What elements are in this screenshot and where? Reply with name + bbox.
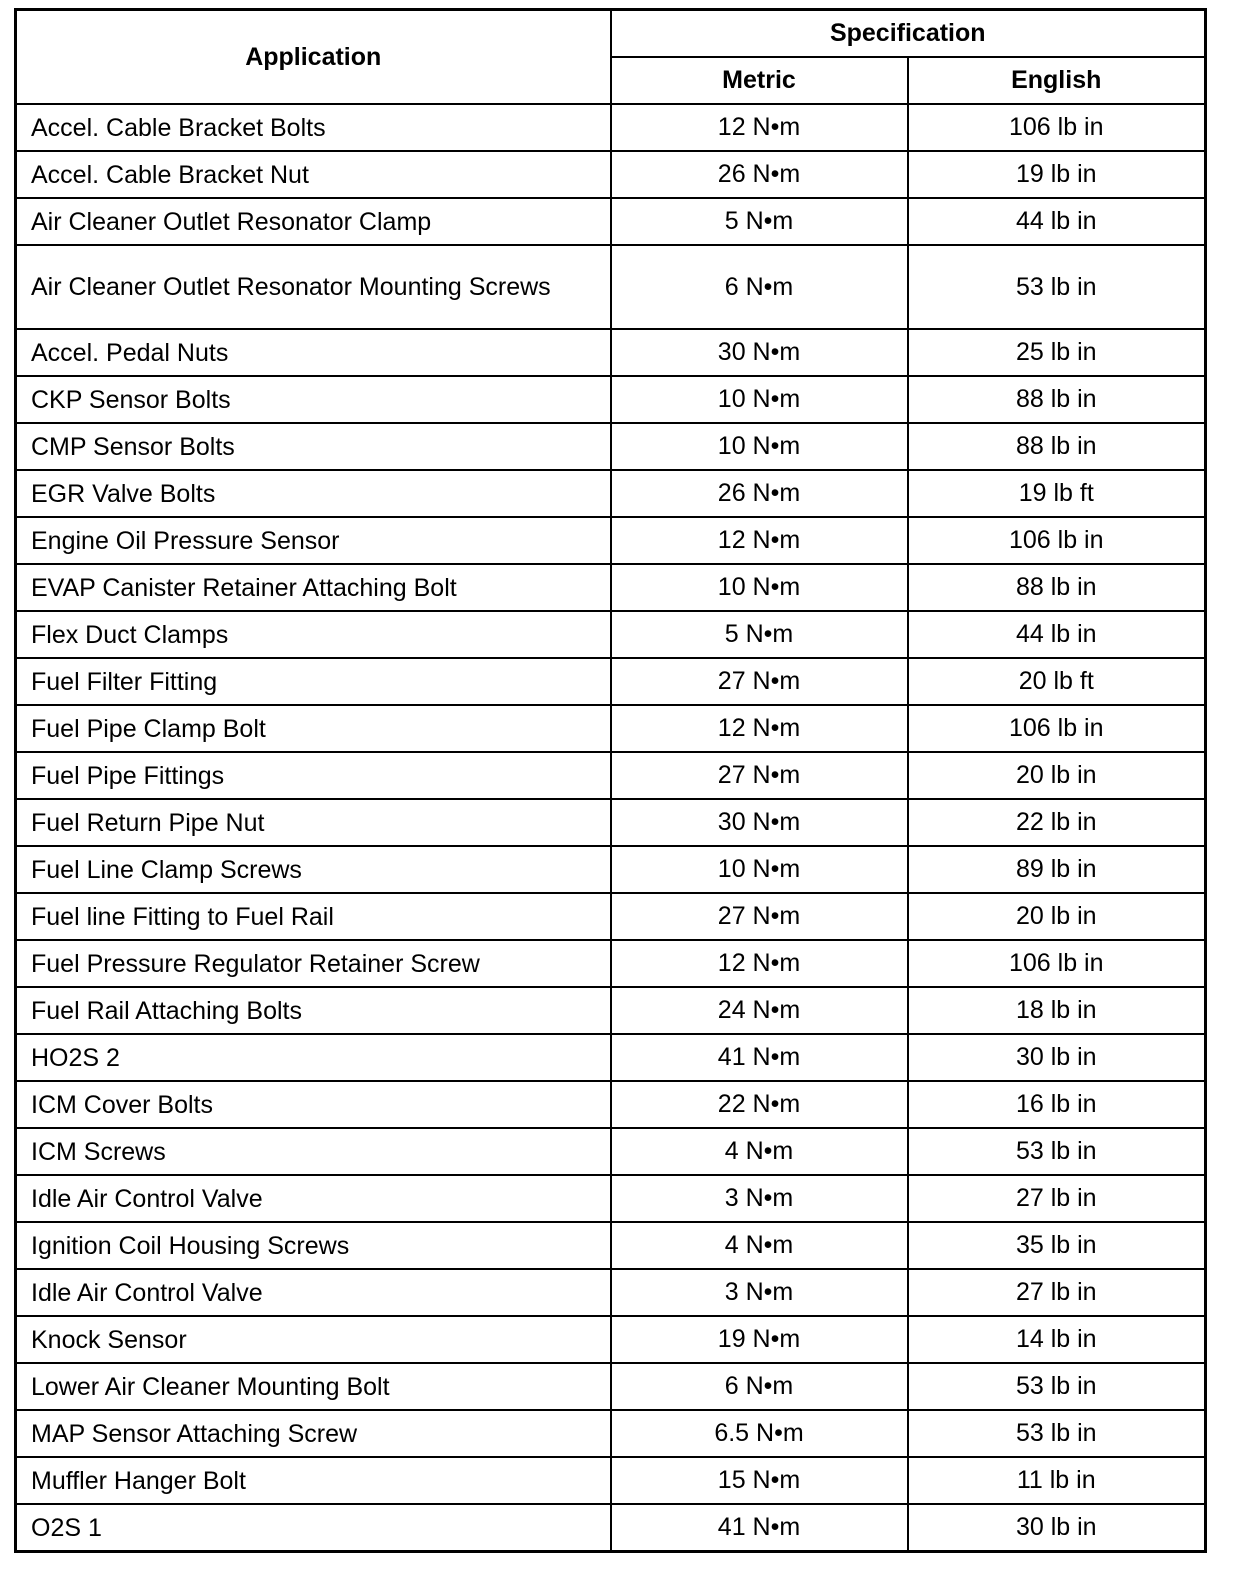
table-row xyxy=(16,658,1206,705)
metric-cell: 4 N•m xyxy=(611,1222,908,1269)
table-row xyxy=(16,752,1206,799)
table-row xyxy=(16,1457,1206,1504)
application-cell: Fuel Line Clamp Screws xyxy=(16,846,611,893)
table-header xyxy=(16,10,1206,105)
table-row xyxy=(16,846,1206,893)
application-cell: Air Cleaner Outlet Resonator Mounting Screws xyxy=(16,245,611,329)
english-cell: 53 lb in xyxy=(908,245,1206,329)
table-row xyxy=(16,1269,1206,1316)
english-cell: 89 lb in xyxy=(908,846,1206,893)
english-cell: 88 lb in xyxy=(908,376,1206,423)
table-row xyxy=(16,423,1206,470)
metric-cell: 15 N•m xyxy=(611,1457,908,1504)
table-row xyxy=(16,705,1206,752)
english-cell: 18 lb in xyxy=(908,987,1206,1034)
table-row xyxy=(16,1363,1206,1410)
english-cell: 27 lb in xyxy=(908,1269,1206,1316)
header-specification: Specification xyxy=(611,10,1206,58)
application-cell: EGR Valve Bolts xyxy=(16,470,611,517)
header-application: Application xyxy=(16,10,611,105)
header-metric: Metric xyxy=(611,57,908,104)
application-cell: Flex Duct Clamps xyxy=(16,611,611,658)
metric-cell: 6 N•m xyxy=(611,1363,908,1410)
application-cell: Air Cleaner Outlet Resonator Clamp xyxy=(16,198,611,245)
application-cell: Fuel Pressure Regulator Retainer Screw xyxy=(16,940,611,987)
metric-cell: 4 N•m xyxy=(611,1128,908,1175)
application-cell: CKP Sensor Bolts xyxy=(16,376,611,423)
english-cell: 27 lb in xyxy=(908,1175,1206,1222)
application-cell: Fuel Return Pipe Nut xyxy=(16,799,611,846)
application-cell: Fuel Pipe Fittings xyxy=(16,752,611,799)
metric-cell: 41 N•m xyxy=(611,1504,908,1552)
table-row xyxy=(16,1222,1206,1269)
english-cell: 25 lb in xyxy=(908,329,1206,376)
application-cell: Lower Air Cleaner Mounting Bolt xyxy=(16,1363,611,1410)
application-cell: MAP Sensor Attaching Screw xyxy=(16,1410,611,1457)
english-cell: 20 lb ft xyxy=(908,658,1206,705)
table-row xyxy=(16,1316,1206,1363)
metric-cell: 10 N•m xyxy=(611,376,908,423)
metric-cell: 3 N•m xyxy=(611,1269,908,1316)
metric-cell: 24 N•m xyxy=(611,987,908,1034)
table-row xyxy=(16,1175,1206,1222)
metric-cell: 27 N•m xyxy=(611,752,908,799)
english-cell: 106 lb in xyxy=(908,705,1206,752)
table-row xyxy=(16,1081,1206,1128)
table-row xyxy=(16,198,1206,245)
metric-cell: 5 N•m xyxy=(611,611,908,658)
english-cell: 35 lb in xyxy=(908,1222,1206,1269)
application-cell: Fuel Pipe Clamp Bolt xyxy=(16,705,611,752)
table-row xyxy=(16,611,1206,658)
english-cell: 53 lb in xyxy=(908,1410,1206,1457)
table-row xyxy=(16,799,1206,846)
table-row xyxy=(16,329,1206,376)
table-row xyxy=(16,1504,1206,1552)
metric-cell: 5 N•m xyxy=(611,198,908,245)
table-row xyxy=(16,104,1206,151)
table-row xyxy=(16,376,1206,423)
english-cell: 14 lb in xyxy=(908,1316,1206,1363)
english-cell: 88 lb in xyxy=(908,564,1206,611)
application-cell: Muffler Hanger Bolt xyxy=(16,1457,611,1504)
table-row xyxy=(16,1128,1206,1175)
table-row xyxy=(16,893,1206,940)
table-row xyxy=(16,1034,1206,1081)
application-cell: Ignition Coil Housing Screws xyxy=(16,1222,611,1269)
metric-cell: 30 N•m xyxy=(611,329,908,376)
table-row xyxy=(16,151,1206,198)
metric-cell: 12 N•m xyxy=(611,104,908,151)
metric-cell: 27 N•m xyxy=(611,658,908,705)
application-cell: Idle Air Control Valve xyxy=(16,1269,611,1316)
application-cell: CMP Sensor Bolts xyxy=(16,423,611,470)
english-cell: 20 lb in xyxy=(908,752,1206,799)
metric-cell: 30 N•m xyxy=(611,799,908,846)
application-cell: Fuel Filter Fitting xyxy=(16,658,611,705)
english-cell: 11 lb in xyxy=(908,1457,1206,1504)
english-cell: 20 lb in xyxy=(908,893,1206,940)
application-cell: Idle Air Control Valve xyxy=(16,1175,611,1222)
application-cell: Fuel line Fitting to Fuel Rail xyxy=(16,893,611,940)
table-row xyxy=(16,987,1206,1034)
english-cell: 106 lb in xyxy=(908,940,1206,987)
english-cell: 44 lb in xyxy=(908,611,1206,658)
metric-cell: 10 N•m xyxy=(611,423,908,470)
table-row xyxy=(16,1410,1206,1457)
metric-cell: 12 N•m xyxy=(611,940,908,987)
metric-cell: 3 N•m xyxy=(611,1175,908,1222)
application-cell: HO2S 2 xyxy=(16,1034,611,1081)
application-cell: Accel. Cable Bracket Bolts xyxy=(16,104,611,151)
metric-cell: 6.5 N•m xyxy=(611,1410,908,1457)
application-cell: Fuel Rail Attaching Bolts xyxy=(16,987,611,1034)
table-row xyxy=(16,245,1206,329)
english-cell: 19 lb ft xyxy=(908,470,1206,517)
table-row xyxy=(16,940,1206,987)
metric-cell: 27 N•m xyxy=(611,893,908,940)
metric-cell: 12 N•m xyxy=(611,517,908,564)
application-cell: ICM Screws xyxy=(16,1128,611,1175)
english-cell: 88 lb in xyxy=(908,423,1206,470)
table-body xyxy=(16,104,1206,1552)
metric-cell: 22 N•m xyxy=(611,1081,908,1128)
english-cell: 22 lb in xyxy=(908,799,1206,846)
english-cell: 53 lb in xyxy=(908,1363,1206,1410)
english-cell: 106 lb in xyxy=(908,104,1206,151)
metric-cell: 10 N•m xyxy=(611,846,908,893)
english-cell: 106 lb in xyxy=(908,517,1206,564)
header-english: English xyxy=(908,57,1206,104)
table-row xyxy=(16,564,1206,611)
english-cell: 30 lb in xyxy=(908,1034,1206,1081)
metric-cell: 26 N•m xyxy=(611,470,908,517)
application-cell: O2S 1 xyxy=(16,1504,611,1552)
english-cell: 30 lb in xyxy=(908,1504,1206,1552)
header-row-top xyxy=(16,10,1206,58)
english-cell: 53 lb in xyxy=(908,1128,1206,1175)
application-cell: Accel. Pedal Nuts xyxy=(16,329,611,376)
torque-spec-table xyxy=(14,8,1207,1553)
metric-cell: 19 N•m xyxy=(611,1316,908,1363)
metric-cell: 12 N•m xyxy=(611,705,908,752)
table-row xyxy=(16,470,1206,517)
english-cell: 44 lb in xyxy=(908,198,1206,245)
application-cell: Accel. Cable Bracket Nut xyxy=(16,151,611,198)
english-cell: 19 lb in xyxy=(908,151,1206,198)
metric-cell: 41 N•m xyxy=(611,1034,908,1081)
metric-cell: 6 N•m xyxy=(611,245,908,329)
application-cell: Knock Sensor xyxy=(16,1316,611,1363)
english-cell: 16 lb in xyxy=(908,1081,1206,1128)
application-cell: EVAP Canister Retainer Attaching Bolt xyxy=(16,564,611,611)
application-cell: Engine Oil Pressure Sensor xyxy=(16,517,611,564)
metric-cell: 10 N•m xyxy=(611,564,908,611)
application-cell: ICM Cover Bolts xyxy=(16,1081,611,1128)
table-row xyxy=(16,517,1206,564)
metric-cell: 26 N•m xyxy=(611,151,908,198)
